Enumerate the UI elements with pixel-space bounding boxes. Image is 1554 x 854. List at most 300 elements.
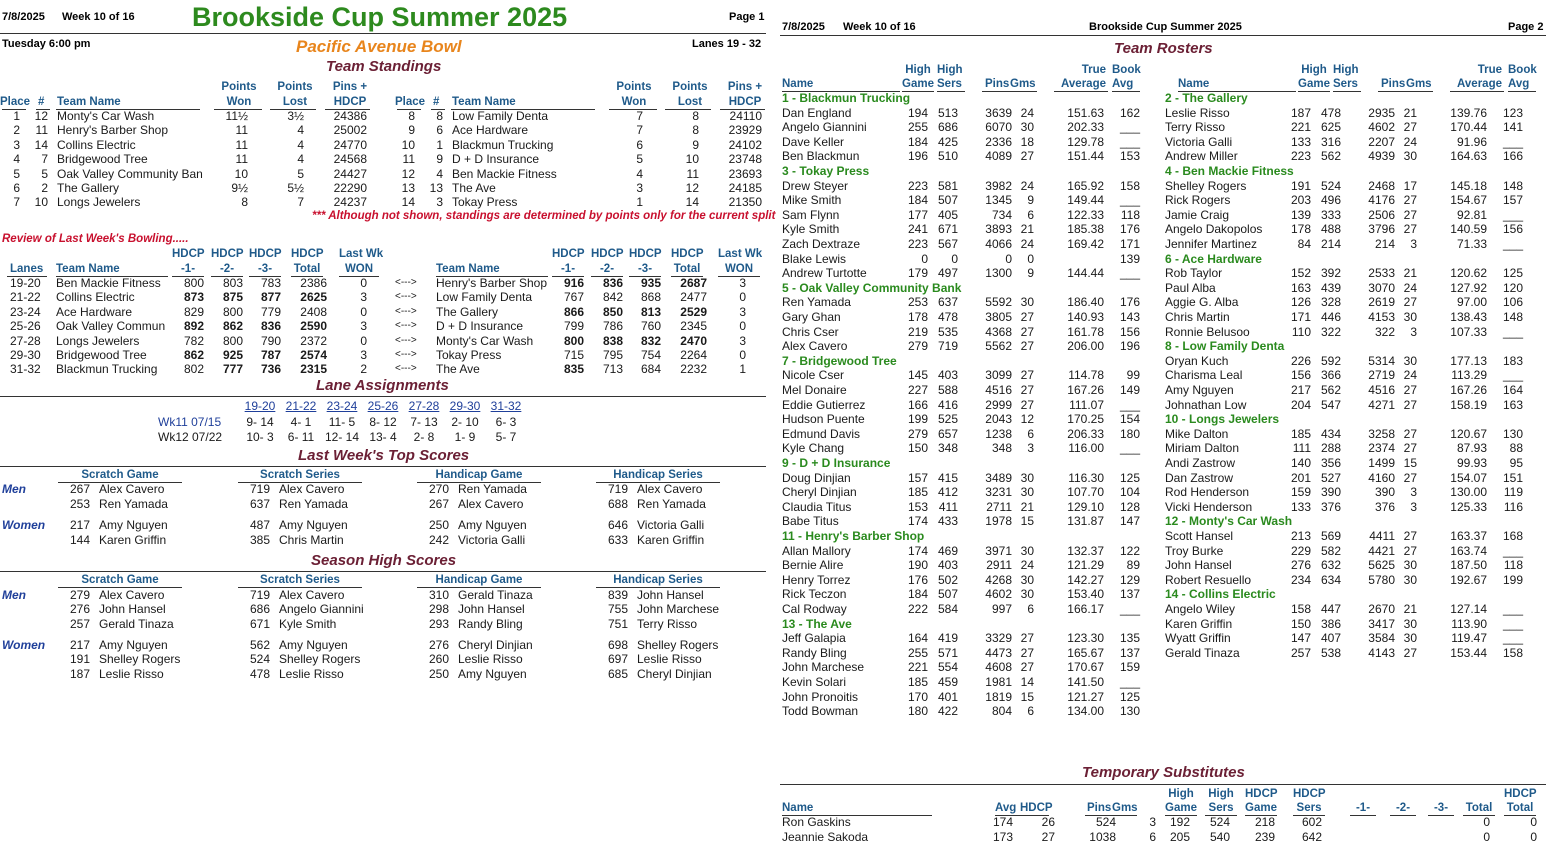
- header-true-average: Average: [1061, 78, 1106, 90]
- high-game-cell: 219: [907, 324, 928, 339]
- games-cell: 24: [1403, 368, 1417, 383]
- pins-hdcp-cell: 24770: [333, 137, 367, 152]
- bowler-name: Gary Ghan: [782, 310, 841, 324]
- games-cell: 0: [1027, 251, 1034, 266]
- score-cell: 835: [563, 362, 584, 377]
- high-game-cell: 279: [907, 339, 928, 354]
- score-value: 719: [607, 482, 628, 496]
- high-series-cell: 637: [937, 295, 958, 310]
- high-game-cell: 140: [1290, 456, 1311, 470]
- high-game-cell: 185: [907, 675, 928, 689]
- header-team-name: Team Name: [452, 96, 516, 108]
- header-true-average: True: [1081, 64, 1106, 76]
- pins-cell: 2999: [985, 397, 1012, 412]
- bowler-name: Hudson Puente: [782, 412, 865, 427]
- true-average-cell: 107.33: [1450, 324, 1487, 339]
- lane-assignment-cell: 6- 3: [495, 415, 517, 429]
- header-high-game: High: [905, 64, 931, 76]
- team-name-cell: Longs Jewelers: [57, 195, 141, 210]
- high-game-cell: 178: [907, 310, 928, 324]
- games-cell: 30: [1403, 631, 1417, 646]
- games-cell: 6: [1027, 207, 1034, 222]
- high-game-cell: 184: [907, 587, 928, 602]
- high-game-cell: 174: [907, 543, 928, 558]
- high-game-cell: 184: [907, 193, 928, 208]
- bowler-name: Victoria Galli: [637, 518, 705, 532]
- report-date: 7/8/2025: [2, 11, 45, 23]
- won-cell: 0: [360, 276, 367, 290]
- pins-hdcp-cell: 24102: [728, 137, 762, 152]
- score-cell: 866: [563, 304, 584, 319]
- bowler-name: Cal Rodway: [782, 602, 847, 616]
- true-average-cell: 132.37: [1067, 543, 1104, 558]
- score-value: 270: [428, 482, 449, 496]
- true-average-cell: 151.44: [1067, 149, 1104, 164]
- pins-cell: 5780: [1368, 572, 1395, 587]
- header-hdcp: HDCP: [211, 248, 244, 260]
- team-name-cell: The Gallery: [57, 181, 120, 195]
- bowler-name: Shelley Rogers: [1165, 178, 1247, 193]
- pins-cell: 5625: [1368, 558, 1395, 573]
- games-cell: 30: [1403, 558, 1417, 573]
- bowler-name: John Hansel: [99, 602, 166, 617]
- men-label: Men: [2, 482, 26, 496]
- bowler-name: John Hansel: [458, 602, 525, 617]
- book-average-cell: 130: [1119, 704, 1140, 719]
- header-average: Avg: [995, 802, 1017, 814]
- high-series-cell: 376: [1320, 499, 1341, 514]
- bowler-name: Mel Donaire: [782, 383, 847, 397]
- high-series-cell: 634: [1320, 572, 1341, 587]
- score-value: 671: [249, 616, 270, 631]
- true-average-cell: 185.38: [1067, 222, 1104, 237]
- book-average-cell: 125: [1119, 470, 1140, 485]
- team-name-cell: Blackmun Trucking: [56, 362, 158, 377]
- pins-cell: 4368: [985, 324, 1012, 339]
- standings-note: *** Although not shown, standings are determined by points only for the current split: [312, 210, 776, 222]
- bowler-name: Terry Risso: [1165, 120, 1226, 135]
- score-cell: 829: [183, 304, 204, 319]
- divider-line: [0, 571, 766, 572]
- score-value: 276: [428, 638, 449, 652]
- high-series-cell: 390: [1320, 485, 1341, 500]
- score-cell: 2687: [680, 276, 707, 290]
- lanes-cell: 29-30: [10, 348, 41, 362]
- divider-line: [1390, 815, 1416, 816]
- bowler-name: Jamie Craig: [1165, 207, 1230, 222]
- true-average-cell: 167.26: [1067, 383, 1104, 397]
- games-cell: 15: [1020, 514, 1034, 529]
- pins-cell: 4516: [1368, 383, 1395, 397]
- score-value: 686: [249, 602, 270, 617]
- true-average-cell: 170.67: [1067, 660, 1104, 675]
- book-average-cell: ___: [1502, 207, 1523, 222]
- bowler-name: Doug Dinjian: [782, 470, 851, 485]
- points-lost-cell: 8: [692, 109, 699, 123]
- team-name-cell: Henry's Barber Shop: [57, 123, 169, 138]
- bowler-name: Henry Torrez: [782, 572, 851, 587]
- pins-cell: 6070: [985, 120, 1012, 135]
- lanes-label: Lanes 19 - 32: [692, 38, 762, 50]
- pins-cell: 3639: [985, 105, 1012, 120]
- bowler-name: Blake Lewis: [782, 251, 847, 266]
- true-average-cell: 121.27: [1067, 689, 1104, 704]
- pins-cell: 3070: [1368, 280, 1395, 295]
- header-game: -2-: [599, 263, 615, 275]
- divider-line: [1428, 815, 1454, 816]
- week-label: Week 10 of 16: [843, 21, 916, 33]
- book-average-cell: ___: [1502, 602, 1523, 616]
- high-game-cell: 111: [1292, 441, 1311, 456]
- score-value: 839: [607, 588, 628, 602]
- header-hdcp: HDCP: [1020, 802, 1053, 814]
- pins-hdcp-cell: 23693: [728, 166, 762, 181]
- score-cell: 713: [602, 362, 623, 377]
- bowler-name: Amy Nguyen: [99, 518, 168, 532]
- high-series-cell: 567: [937, 237, 958, 251]
- team-header: 3 - Tokay Press: [782, 164, 870, 178]
- team-header: 12 - Monty's Car Wash: [1165, 514, 1293, 529]
- games-cell: 30: [1020, 120, 1034, 135]
- pins-cell: 2719: [1368, 368, 1395, 383]
- bowler-name: Dave Keller: [782, 134, 845, 149]
- games-cell: 27: [1403, 441, 1417, 456]
- header-pins: Pins: [1087, 802, 1112, 814]
- header-high: High: [1168, 788, 1194, 800]
- bowler-name: Angelo Giannini: [279, 602, 364, 617]
- hdcp-series-cell: 602: [1301, 815, 1322, 829]
- high-game-cell: 150: [907, 441, 928, 456]
- high-game-cell: 126: [1290, 295, 1311, 310]
- true-average-cell: 163.37: [1450, 529, 1487, 543]
- games-cell: 30: [1403, 616, 1417, 631]
- true-average-cell: 111.07: [1069, 397, 1104, 412]
- score-category-header: Handicap Game: [435, 574, 523, 586]
- report-date: 7/8/2025: [782, 21, 825, 33]
- points-lost-cell: 5: [297, 166, 304, 181]
- header-total: Total: [1465, 802, 1493, 814]
- bowler-name: Sam Flynn: [782, 207, 840, 222]
- book-average-cell: 168: [1502, 529, 1523, 543]
- team-name-cell: The Ave: [452, 181, 496, 195]
- games-cell: 14: [1020, 675, 1034, 689]
- true-average-cell: 166.17: [1067, 602, 1104, 616]
- header-game: -3-: [1433, 802, 1449, 814]
- book-average-cell: 128: [1119, 499, 1140, 514]
- divider-line: [780, 784, 1546, 785]
- team-number-cell: 5: [41, 166, 48, 181]
- score-value: 217: [69, 638, 90, 652]
- header-points-won: Won: [226, 96, 252, 108]
- header-rule: [0, 33, 766, 34]
- score-cell: 2477: [680, 290, 707, 305]
- bowler-name: Alex Cavero: [279, 482, 345, 496]
- divider-line: [780, 35, 1546, 36]
- bowler-name: Allan Mallory: [782, 543, 851, 558]
- lane-assignment-cell: 4- 1: [290, 415, 312, 429]
- points-lost-cell: 14: [685, 195, 699, 210]
- score-cell: 916: [563, 276, 584, 290]
- high-series-cell: 403: [937, 558, 958, 573]
- bowler-name: Kyle Chang: [782, 441, 845, 456]
- high-game-cell: 279: [907, 426, 928, 441]
- high-game-cell: 159: [1290, 485, 1311, 500]
- book-average-cell: 158: [1119, 178, 1140, 193]
- team-number-cell: 7: [41, 152, 48, 167]
- score-value: 250: [428, 518, 449, 532]
- place-cell: 13: [401, 181, 415, 195]
- pins-cell: 997: [991, 602, 1012, 616]
- header-book-average: Book: [1508, 64, 1537, 76]
- book-average-cell: 149: [1119, 383, 1140, 397]
- high-series-cell: 459: [937, 675, 958, 689]
- high-game-cell: 194: [907, 105, 928, 120]
- header-game: -3-: [257, 263, 273, 275]
- games-cell: 24: [1020, 105, 1034, 120]
- bowler-name: Aggie G. Alba: [1165, 295, 1239, 310]
- high-game-cell: 152: [1290, 266, 1311, 281]
- team-name-cell: Low Family Denta: [452, 109, 549, 123]
- pins-cell: 524: [1095, 815, 1116, 829]
- high-game-cell: 139: [1290, 207, 1311, 222]
- high-series-cell: 446: [1320, 310, 1341, 324]
- high-series-cell: 214: [1320, 237, 1341, 251]
- header-points-won: Points: [616, 81, 652, 93]
- score-cell: 836: [602, 276, 623, 290]
- true-average-cell: 161.78: [1067, 324, 1104, 339]
- bowler-name: Randy Bling: [782, 645, 847, 660]
- bowler-name: Victoria Galli: [1165, 134, 1233, 149]
- score-cell: 838: [602, 333, 623, 348]
- high-series-cell: 581: [937, 178, 958, 193]
- true-average-cell: 107.70: [1067, 485, 1104, 500]
- high-game-cell: 174: [907, 514, 928, 529]
- lane-assignment-cell: 6- 11: [287, 430, 315, 444]
- header-pins-hdcp: Pins +: [727, 81, 763, 93]
- bowler-name: Angelo Dakopolos: [1165, 222, 1263, 237]
- team-name-cell: Ben Mackie Fitness: [56, 276, 161, 290]
- true-average-cell: 202.33: [1067, 120, 1104, 135]
- hdcp-game-cell: 239: [1254, 829, 1275, 844]
- book-average-cell: 141: [1502, 120, 1523, 135]
- score-cell: 783: [260, 276, 281, 290]
- book-average-cell: 151: [1502, 470, 1523, 485]
- header-high-series: Sers: [937, 78, 962, 90]
- pins-cell: 0: [1005, 251, 1012, 266]
- points-lost-cell: 12: [685, 181, 699, 195]
- won-cell: 0: [360, 333, 367, 348]
- team-number-cell: 12: [34, 109, 48, 123]
- high-game-cell: 234: [1290, 572, 1311, 587]
- true-average-cell: 92.81: [1456, 207, 1487, 222]
- points-won-cell: 5: [636, 152, 643, 167]
- team-header: 5 - Oak Valley Community Bank: [782, 280, 962, 295]
- bowler-name: Chris Cser: [782, 324, 839, 339]
- header-game: Sers: [1208, 802, 1234, 814]
- header-hdcp: HDCP: [291, 248, 324, 260]
- score-value: 524: [249, 652, 270, 667]
- place-cell: 2: [13, 123, 20, 138]
- pins-hdcp-cell: 24427: [333, 166, 367, 181]
- score-cell: 787: [260, 348, 281, 362]
- bowler-name: Scott Hansel: [1165, 529, 1234, 543]
- high-series-cell: 547: [1320, 397, 1341, 412]
- true-average-cell: 170.25: [1067, 412, 1104, 427]
- bowler-name: Bernie Alire: [782, 558, 844, 573]
- pins-cell: 348: [991, 441, 1012, 456]
- games-cell: 27: [1020, 339, 1034, 354]
- won-cell: 3: [739, 304, 746, 319]
- high-series-cell: 524: [1209, 815, 1230, 829]
- pins-cell: 3329: [985, 631, 1012, 646]
- score-value: 279: [69, 588, 90, 602]
- games-cell: 27: [1403, 543, 1417, 558]
- true-average-cell: 129.10: [1067, 499, 1104, 514]
- bowler-name: Shelley Rogers: [99, 652, 181, 667]
- team-name-cell: Bridgewood Tree: [57, 152, 148, 167]
- bowler-name: John Hansel: [637, 588, 704, 602]
- team-name-cell: Tokay Press: [436, 348, 502, 362]
- team-name-cell: Collins Electric: [56, 290, 135, 305]
- score-value: 253: [69, 497, 90, 511]
- score-value: 250: [428, 666, 449, 681]
- true-average-cell: 206.33: [1067, 426, 1104, 441]
- book-average-cell: 166: [1502, 149, 1523, 164]
- bowler-name: Amy Nguyen: [99, 638, 168, 652]
- high-game-cell: 199: [907, 412, 928, 427]
- true-average-cell: 116.30: [1068, 470, 1104, 485]
- lanes-cell: 23-24: [10, 304, 41, 319]
- team-header: 4 - Ben Mackie Fitness: [1165, 164, 1294, 178]
- games-cell: 30: [1020, 295, 1034, 310]
- pins-cell: 3099: [985, 368, 1012, 383]
- lane-pair-header: 27-28: [408, 399, 440, 413]
- games-cell: 27: [1020, 149, 1034, 164]
- score-cell: 2574: [300, 348, 327, 362]
- score-cell: 875: [222, 290, 243, 305]
- games-cell: 27: [1403, 470, 1417, 485]
- true-average-cell: 127.92: [1450, 280, 1487, 295]
- score-value: 633: [607, 533, 628, 547]
- high-series-cell: 719: [937, 339, 958, 354]
- header-pins: Pins: [1381, 78, 1406, 90]
- header-high-game: High: [1301, 64, 1327, 76]
- true-average-cell: 99.93: [1456, 456, 1487, 470]
- header-points-lost: Lost: [282, 96, 308, 108]
- team-header: 8 - Low Family Denta: [1165, 339, 1285, 354]
- women-label: Women: [2, 518, 46, 532]
- won-cell: 0: [739, 290, 746, 305]
- high-series-cell: 671: [937, 222, 958, 237]
- pins-cell: 1981: [985, 675, 1012, 689]
- score-category-header: Scratch Game: [81, 574, 159, 586]
- book-average-cell: ___: [1119, 193, 1140, 208]
- hdcp-series-cell: 642: [1301, 829, 1322, 844]
- book-average-cell: 125: [1502, 266, 1523, 281]
- bowler-name: Angelo Wiley: [1165, 602, 1236, 616]
- games-cell: 27: [1020, 310, 1034, 324]
- book-average-cell: 118: [1120, 207, 1140, 222]
- average-cell: 173: [992, 829, 1013, 844]
- week-label: Week 10 of 16: [62, 11, 135, 23]
- score-value: 697: [607, 652, 628, 667]
- high-game-cell: 223: [907, 178, 928, 193]
- games-cell: 24: [1020, 237, 1034, 251]
- book-average-cell: 125: [1119, 689, 1140, 704]
- games-cell: 27: [1403, 397, 1417, 412]
- book-average-cell: ___: [1119, 120, 1140, 135]
- true-average-cell: 114.78: [1068, 368, 1104, 383]
- points-won-cell: 11: [235, 137, 248, 152]
- points-won-cell: 11: [235, 123, 248, 138]
- book-average-cell: 199: [1502, 572, 1523, 587]
- book-average-cell: 120: [1502, 280, 1523, 295]
- true-average-cell: 154.67: [1450, 193, 1487, 208]
- high-series-cell: 538: [1320, 645, 1341, 660]
- pins-hdcp-cell: 21350: [728, 195, 762, 210]
- book-average-cell: 119: [1503, 485, 1523, 500]
- pins-cell: 1300: [985, 266, 1012, 281]
- divider-line: [1112, 91, 1140, 92]
- score-cell: 754: [640, 348, 661, 362]
- book-average-cell: 143: [1119, 310, 1140, 324]
- team-number-cell: 14: [34, 137, 48, 152]
- book-average-cell: 137: [1119, 645, 1140, 660]
- header-hdcp: HDCP: [671, 248, 704, 260]
- bowler-name: Amy Nguyen: [458, 518, 527, 532]
- header-name: Name: [782, 802, 814, 814]
- high-series-cell: 525: [937, 412, 958, 427]
- score-cell: 800: [222, 333, 243, 348]
- team-header: 10 - Longs Jewelers: [1165, 412, 1280, 427]
- high-series-cell: 333: [1320, 207, 1341, 222]
- team-number-cell: 8: [436, 109, 443, 123]
- book-average-cell: 153: [1119, 149, 1140, 164]
- team-name-cell: Bridgewood Tree: [56, 348, 147, 362]
- divider-line: [1350, 815, 1376, 816]
- high-game-cell: 184: [907, 134, 928, 149]
- games-cell: 9: [1027, 193, 1034, 208]
- score-value: 719: [249, 588, 270, 602]
- pins-hdcp-cell: 24237: [333, 195, 367, 210]
- lane-assignments-title: Lane Assignments: [316, 377, 449, 394]
- bowler-name: Miriam Dalton: [1165, 441, 1240, 456]
- bowler-name: Kevin Solari: [782, 675, 847, 689]
- points-won-cell: 7: [636, 109, 643, 123]
- points-lost-cell: 9: [692, 137, 699, 152]
- bowler-name: Cheryl Dinjian: [458, 638, 533, 652]
- header-book-average: Avg: [1112, 78, 1134, 90]
- score-cell: 790: [260, 333, 281, 348]
- bowler-name: Vicki Henderson: [1165, 499, 1253, 514]
- bowler-name: Shelley Rogers: [279, 652, 361, 667]
- header-high: High: [1208, 788, 1234, 800]
- high-series-cell: 527: [1320, 470, 1341, 485]
- games-cell: 24: [1403, 280, 1417, 295]
- true-average-cell: 142.27: [1067, 572, 1104, 587]
- bowler-name: Leslie Risso: [279, 666, 344, 681]
- lanes-cell: 25-26: [10, 319, 41, 334]
- pins-cell: 4089: [985, 149, 1012, 164]
- points-won-cell: 11½: [225, 109, 248, 123]
- pins-cell: 3417: [1368, 616, 1395, 631]
- team-name-cell: Low Family Denta: [436, 290, 533, 305]
- high-game-cell: 179: [907, 266, 928, 281]
- bowler-name: Kyle Smith: [279, 616, 337, 631]
- pins-cell: 734: [991, 207, 1012, 222]
- won-cell: 0: [360, 304, 367, 319]
- bowler-name: Charisma Leal: [1165, 368, 1243, 383]
